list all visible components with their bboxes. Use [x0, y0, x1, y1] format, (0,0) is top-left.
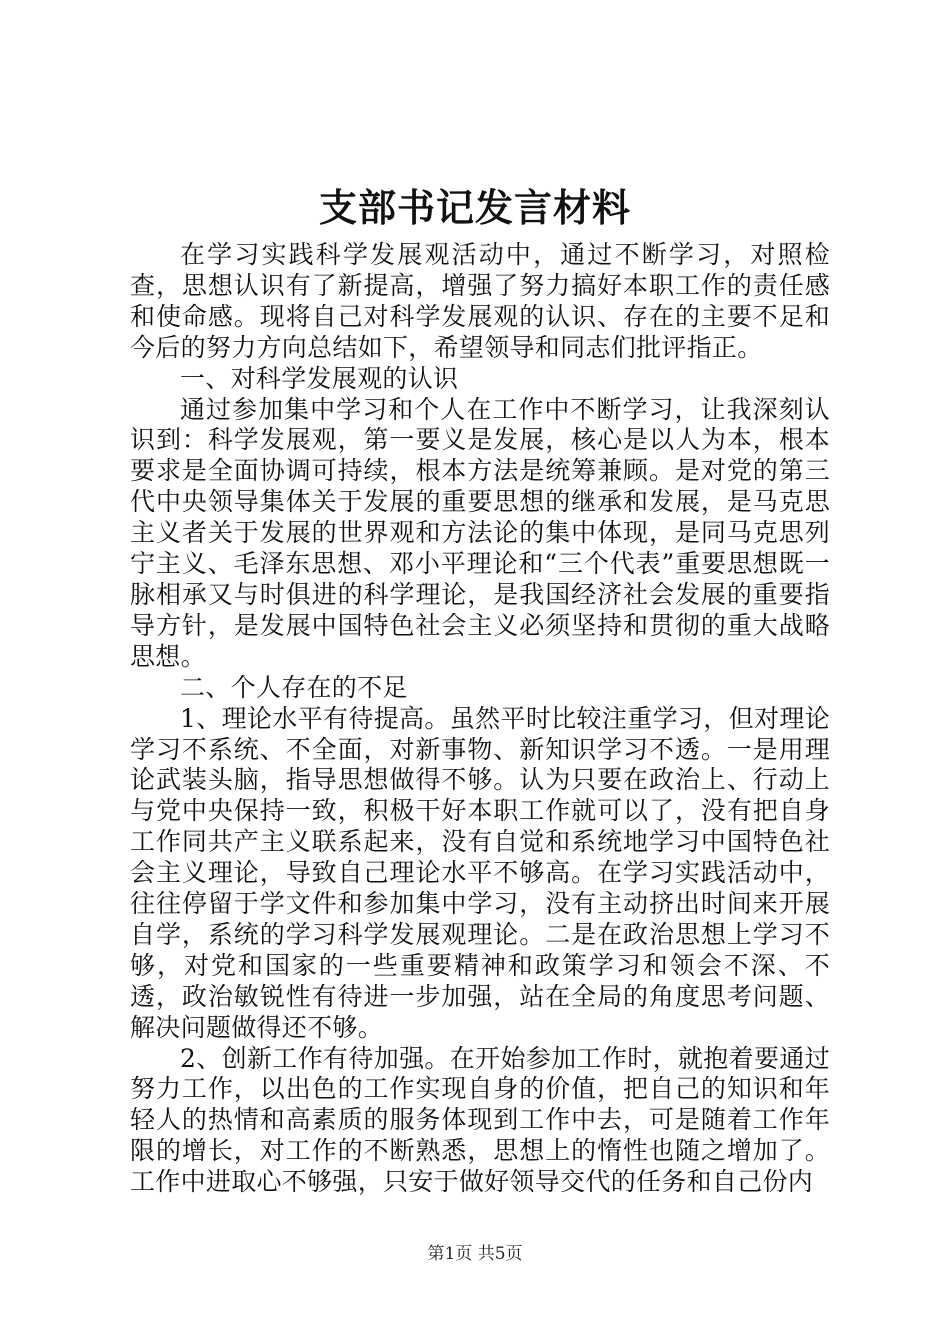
section-heading-2: 二、个人存在的不足: [180, 672, 408, 702]
shortcoming-1-paragraph: 1、理论水平有待提高。虽然平时比较注重学习，但对理论学习不系统、不全面，对新事物、新知识学习不透。一是用理论武装头脑，指导思想做得不够。认为只要在政治上、行动上与党中央保持一致，积极干好本职工作就可以了，没有把自身工作同共产主义联系起来，没有自觉和系统地学习中国特色社会主义理论，导致自己理论水平不够高。在学习实践活动中，往往停留于学文件和参加集中学习，没有主动挤出时间来开展自学，系统的学习科学发展观理论。二是在政治思想上学习不够，对党和国家的一些重要精神和政策学习和领会不深、不透，政治敏锐性有待进一步加强，站在全局的角度思考问题、解决问题做得还不够。: [130, 703, 830, 1042]
document-body: [130, 240, 830, 1198]
document-title: 支部书记发言材料: [318, 185, 631, 230]
intro-paragraph: 在学习实践科学发展观活动中，通过不断学习，对照检查，思想认识有了新提高，增强了努力搞好本职工作的责任感和使命感。现将自己对科学发展观的认识、存在的主要不足和今后的努力方向总结如下，希望领导和同志们批评指正。: [130, 240, 830, 362]
section-heading-1: 一、对科学发展观的认识: [180, 363, 459, 393]
section-1-paragraph: 通过参加集中学习和个人在工作中不断学习，让我深刻认识到：科学发展观，第一要义是发展，核心是以人为本，根本要求是全面协调可持续，根本方法是统筹兼顾。是对党的第三代中央领导集体关于发展的重要思想的继承和发展，是马克思主义者关于发展的世界观和方法论的集中体现，是同马克思列宁主义、毛泽东思想、邓小平理论和“三个代表”重要思想既一脉相承又与时俱进的科学理论，是我国经济社会发展的重要指导方针，是发展中国特色社会主义必须坚持和贯彻的重大战略思想。: [130, 394, 830, 671]
shortcoming-2-paragraph: 2、创新工作有待加强。在开始参加工作时，就抱着要通过努力工作，以出色的工作实现自身的价值，把自己的知识和年轻人的热情和高素质的服务体现到工作中去，可是随着工作年限的增长，对工作的不断熟悉，思想上的惰性也随之增加了。工作中进取心不够强，只安于做好领导交代的任务和自己份内: [130, 1043, 830, 1197]
page-number-footer: 第1页 共5页: [427, 1244, 523, 1264]
